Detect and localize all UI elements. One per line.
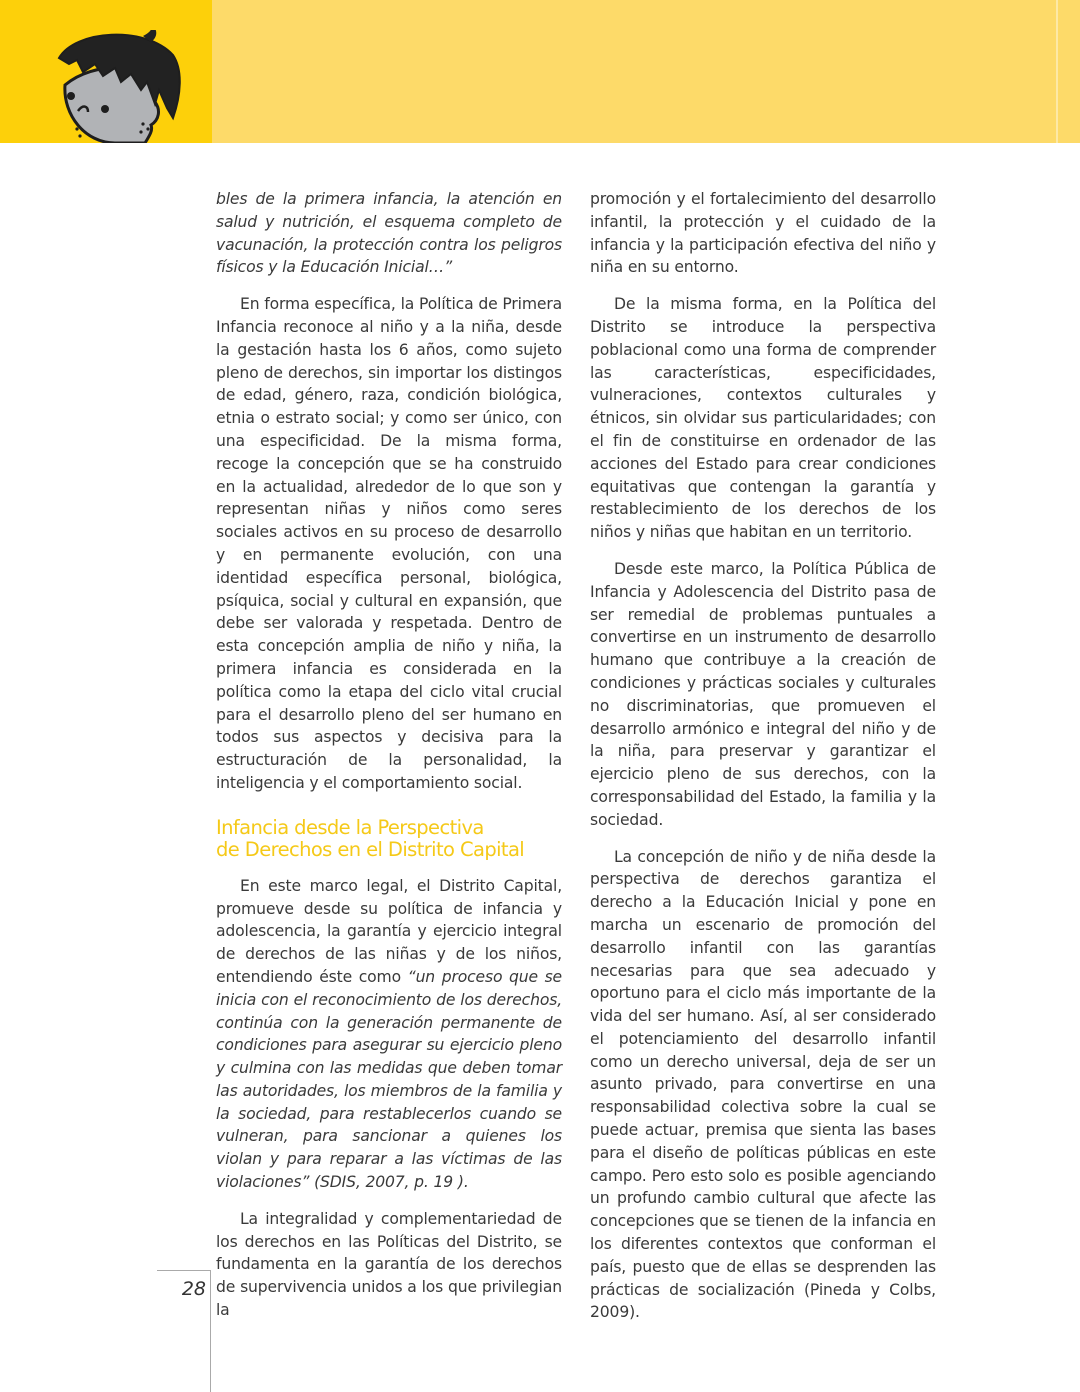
section-heading <box>216 817 562 861</box>
paragraph: La integralidad y complementariedad de los derechos en las Políticas del Distrito, se fundamenta en la garantía de los derechos de supervivencia unidos a los que privilegian la <box>216 1209 562 1320</box>
right-column <box>590 188 936 1338</box>
paragraph: De la misma forma, en la Política del Distrito se introduce la perspectiva poblacional como una forma de comprender las características, especificidades, vulneraciones, contextos culturales y étnicos, sin olvidar sus particularidades; con el fin de constituirse en ordenador de las acciones del Estado para crear condiciones equitativas que contengan la garantía y restablecimiento de los derechos de los niños y niñas que habitan en un territorio. <box>590 295 936 542</box>
cartoon-child-face-icon <box>55 30 185 143</box>
paragraph-intro: En este marco legal, el Distrito Capital, promueve desde su política de infancia y adolescencia, la garantía y ejercicio integral de derechos de las niñas y de los niños, entendiendo éste como <box>216 876 562 986</box>
header-band <box>0 0 1080 143</box>
page-number-rule-vertical <box>210 1270 211 1392</box>
paragraph: En forma específica, la Política de Primera Infancia reconoce al niño y a la niña, desde la gestación hasta los 6 años, como sujeto pleno de derechos, sin importar los distingos de edad, género, raza, condición biológica, etnia o estrato social; y como ser único, con una especificidad. De la misma forma, recoge la concepción que se ha construido en la actualidad, alrededor de lo que son y representan niñas y niños como seres sociales activos en su proceso de desarrollo y en permanente evolución, con una identidad específica personal, biológica, psíquica, social y cultural en expansión, que debe ser valorada y respetada. Dentro de esta concepción amplia de niño y niña, la primera infancia es considerada en la política como la etapa del ciclo vital crucial para el desarrollo pleno del ser humano en todos sus aspectos y decisiva para la estructuración de la personalidad, la inteligencia y el comportamiento social. <box>216 295 562 792</box>
page-number: 28 <box>181 1278 206 1300</box>
section-heading-line-1: Infancia desde la Perspectiva <box>216 815 484 839</box>
paragraph-quote-continuation: bles de la primera infancia, la atención en salud y nutrición, el esquema completo de vacunación, la protección contra los peligros físicos y la Educación Inicial…” <box>216 190 562 277</box>
header-accent-block <box>0 0 212 143</box>
header-divider <box>1056 0 1058 143</box>
paragraph: La concepción de niño y de niña desde la perspectiva de derechos garantiza el derecho a la Educación Inicial y pone en marcha un escenario de promoción del desarrollo infantil con las garantías necesarias para que sea adecuado y oportuno para el ciclo más importante de la vida del ser humano. Así, al ser considerado el potenciamiento del desarrollo infantil como un derecho universal, deja de ser un asunto privado, para convertirse en una responsabilidad colectiva sobre la cual se puede actuar, premisa que sienta las bases para el diseño de políticas públicas en este campo. Pero esto solo es posible agenciando un profundo cambio cultural que afecte las concepciones que se tienen de la infancia en los diferentes contextos que conforman el país, puesto que de ellas se desprenden las prácticas de socialización (Pineda y Colbs, 2009). <box>590 847 936 1322</box>
paragraph-with-quote <box>216 875 562 1194</box>
paragraph-continuation: promoción y el fortalecimiento del desarrollo infantil, la protección y el cuidado de la infancia y la participación efectiva del niño y niña en su entorno. <box>590 190 936 277</box>
left-column <box>216 188 562 1336</box>
page-number-rule-horizontal <box>157 1270 211 1271</box>
section-heading-line-2: de Derechos en el Distrito Capital <box>216 837 525 861</box>
paragraph: Desde este marco, la Política Pública de Infancia y Adolescencia del Distrito pasa de ser remedial de problemas puntuales a convertirse en un instrumento de desarrollo humano que contribuye a la creación de condiciones y prácticas sociales y culturales no discriminatorias, que promueven el desarrollo armónico e integral del niño y de la niña, para preservar y garantizar el ejercicio pleno de sus derechos, con la corresponsabilidad del Estado, la familia y la sociedad. <box>590 559 936 829</box>
inline-quote: “un proceso que se inicia con el reconocimiento de los derechos, continúa con la generación permanente de condiciones para asegurar su ejercicio pleno y culmina con las medidas que deben tomar las autoridades, los miembros de la familia y la sociedad, para restablecerlos cuando se vulneran, para sancionar a quienes los violan y para reparar a las víctimas de las violaciones” (SDIS, 2007, p. 19 ). <box>216 967 563 1192</box>
